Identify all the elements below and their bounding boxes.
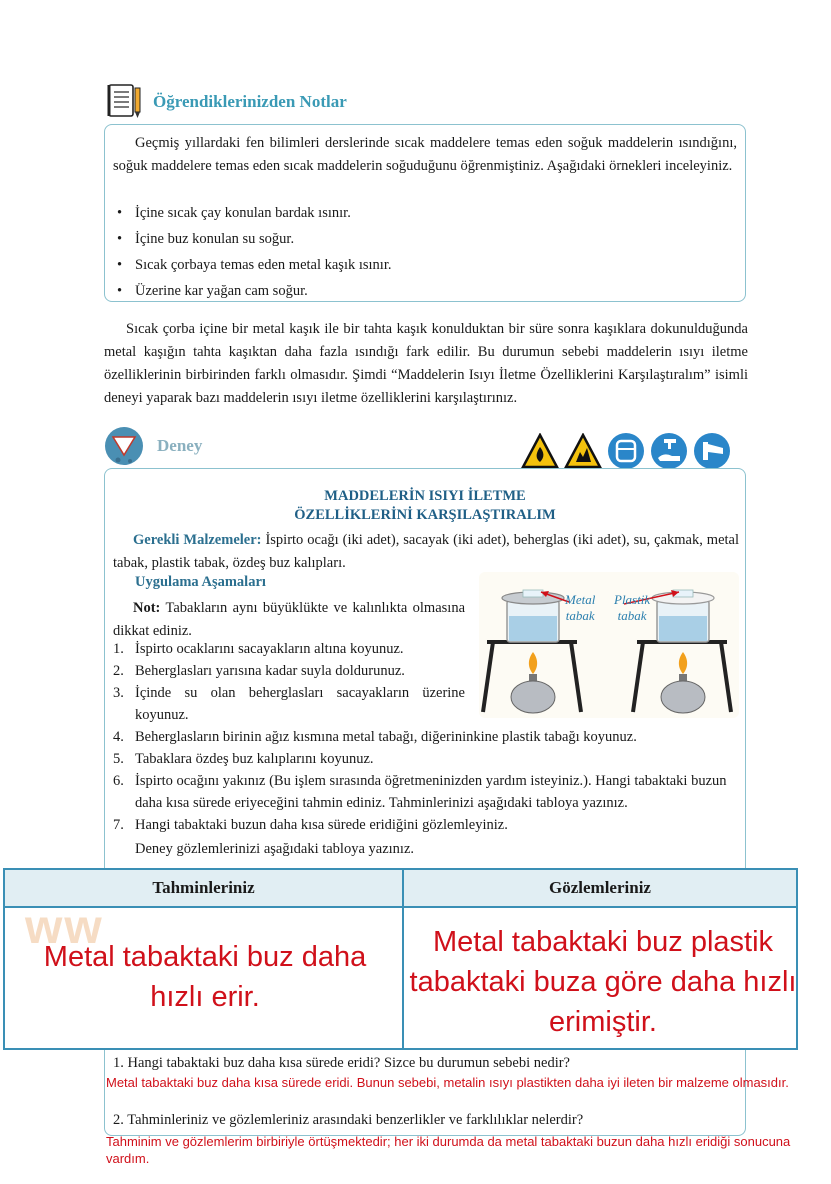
experiment-figure — [479, 572, 739, 718]
observation-answer[interactable]: Metal tabaktaki buz plastik tabaktaki buza göre daha hızlı erimiştir. — [409, 926, 797, 1038]
step-text: Tabaklara özdeş buz kalıplarını koyunuz. — [135, 751, 374, 767]
materials-paragraph — [113, 529, 739, 575]
step-text: Beherglasları yarısına kadar suyla doldurunuz. — [135, 663, 405, 679]
metal-plate-label — [565, 592, 595, 624]
step-text: Hangi tabaktaki buzun daha kısa sürede eridiğini gözlemleyiniz. — [135, 817, 508, 833]
face-shield-icon — [607, 432, 645, 470]
step-number: 1. — [113, 641, 124, 657]
list-item: • İçine buz konulan su soğur. — [113, 226, 737, 252]
step-text: İspirto ocaklarını sacayakların altına koyunuz. — [135, 641, 404, 657]
list-item — [113, 638, 465, 660]
step-number: 7. — [113, 817, 124, 833]
notes-intro: Geçmiş yıllardaki fen bilimleri derslerinde sıcak maddelere temas eden soğuk maddelerin ısındığını, soğuk maddelere temas eden sıcak maddelerin soğuduğunu öğrenmiştiniz. Aşağıdaki örnekleri inceleyiniz. — [113, 135, 737, 174]
title-line: ÖZELLİKLERİNİ KARŞILAŞTIRALIM — [294, 507, 556, 523]
explosive-warning-icon — [564, 433, 602, 469]
hand-wash-icon — [650, 432, 688, 470]
list-item — [113, 770, 739, 814]
prediction-answer[interactable]: Metal tabaktaki buz daha hızlı erir. — [43, 941, 367, 1013]
step-text: Beherglasların birinin ağız kısmına metal tabağı, diğerininkine plastik tabağı koyunuz. — [135, 729, 637, 745]
steps-list-narrow — [113, 638, 465, 726]
experiment-title: Deney — [157, 436, 203, 455]
materials-label: Gerekli Malzemeler: — [133, 532, 262, 548]
list-item: • İçine sıcak çay konulan bardak ısınır. — [113, 200, 737, 226]
step-number: 5. — [113, 751, 124, 767]
step-number: 3. — [113, 685, 124, 701]
notes-box — [104, 124, 746, 302]
label-line: Metal — [565, 592, 596, 607]
answer-2[interactable]: Tahminim ve gözlemlerim birbiriyle örtüşmektedir; her iki durumda da metal tabaktaki buzun daha hızlı eridiği sonucuna vardım. — [106, 1134, 791, 1166]
label-line: tabak — [565, 608, 595, 623]
experiment-badge-icon — [103, 425, 145, 467]
stages-label: Uygulama Aşamaları — [135, 574, 266, 590]
question-1: 1. Hangi tabaktaki buz daha kısa sürede eridi? Sizce bu durumun sebebi nedir? — [113, 1055, 570, 1071]
answer-1[interactable]: Metal tabaktaki buz daha kısa sürede eridi. Bunun sebebi, metalin ısıyı plastikten daha iyi ileten bir malzeme olmasıdır. — [106, 1075, 789, 1090]
question-2: 2. Tahminleriniz ve gözlemleriniz arasındaki benzerlikler ve farklılıklar nelerdir? — [113, 1112, 584, 1128]
list-item — [113, 660, 465, 682]
notes-title: Öğrendiklerinizden Notlar — [153, 92, 347, 111]
note-label: Not: — [133, 600, 161, 616]
note-text: Tabakların aynı büyüklükte ve kalınlıkta olmasına dikkat ediniz. — [113, 600, 465, 639]
label-line: Plastik — [614, 592, 651, 607]
step-text: İçinde su olan beherglasları sacayakların üzerine koyunuz. — [135, 685, 465, 723]
table-divider — [402, 870, 404, 1048]
list-item — [113, 748, 739, 770]
list-item — [113, 726, 739, 748]
list-item — [113, 682, 465, 726]
flammable-warning-icon — [521, 433, 559, 469]
notes-header — [105, 82, 347, 122]
list-item: • Üzerine kar yağan cam soğur. — [113, 278, 737, 304]
watermark: ww — [25, 901, 104, 954]
safety-icons — [521, 432, 731, 470]
step-text: İspirto ocağını yakınız (Bu işlem sırasında öğretmeninizden yardım isteyiniz.). Hangi tabaktaki buzun daha kısa sürede eriyeceğini tahmin ediniz. Tahminlerinizi aşağıdaki tabloya yazınız. — [135, 773, 727, 811]
observation-table — [3, 868, 798, 1050]
step-number: 6. — [113, 773, 124, 789]
fire-extinguisher-icon — [693, 432, 731, 470]
title-line: MADDELERİN ISIYI İLETME — [324, 488, 526, 504]
note-paragraph — [113, 597, 465, 643]
experiment-main-title — [104, 487, 746, 525]
table-header-observations: Gözlemleriniz — [404, 870, 796, 908]
steps-list-wide — [113, 726, 739, 836]
list-item: • Sıcak çorbaya temas eden metal kaşık ısınır. — [113, 252, 737, 278]
observation-instruction: Deney gözlemlerinizi aşağıdaki tabloya yazınız. — [135, 841, 415, 857]
list-item — [113, 814, 739, 836]
beaker-setup-illustration — [479, 572, 739, 718]
experiment-header — [103, 425, 202, 467]
notebook-pencil-icon — [105, 82, 145, 122]
plastic-plate-label — [614, 592, 650, 624]
step-number: 2. — [113, 663, 124, 679]
notes-bullet-list — [113, 200, 737, 304]
materials-text: İspirto ocağı (iki adet), sacayak (iki adet), beherglas (iki adet), su, çakmak, metal tabak, plastik tabak, özdeş buz kalıpları. — [113, 532, 740, 571]
table-header-predictions: Tahminleriniz — [5, 870, 402, 908]
step-number: 4. — [113, 729, 124, 745]
body-paragraph: Sıcak çorba içine bir metal kaşık ile bir tahta kaşık konulduktan bir süre sonra kaşıklara dokunulduğunda metal kaşığın tahta kaşıktan daha fazla ısındığı fark edilir. Bu durumun sebebi maddelerin ısıyı iletme özelliklerinin birbirinden farklı olmasıdır. Şimdi “Maddelerin Isıyı İletme Özelliklerini Karşılaştıralım” isimli deneyi yaparak bazı maddelerin ısıyı iletme özelliklerini karşılaştırınız. — [104, 321, 748, 406]
label-line: tabak — [617, 608, 647, 623]
